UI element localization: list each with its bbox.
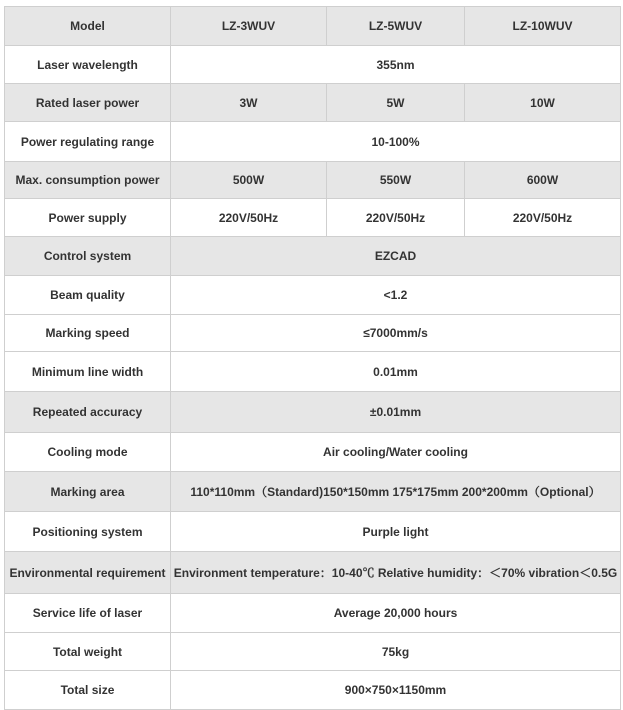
row-value: 10-100%: [171, 122, 621, 162]
table-row: [5, 512, 621, 552]
row-label: Positioning system: [5, 512, 171, 552]
table-row: [5, 315, 621, 352]
row-value: ±0.01mm: [171, 392, 621, 433]
row-value: 600W: [465, 162, 621, 199]
row-label: Marking area: [5, 472, 171, 512]
table-row: [5, 392, 621, 433]
row-value: <1.2: [171, 276, 621, 315]
row-label: Service life of laser: [5, 594, 171, 633]
row-label: Beam quality: [5, 276, 171, 315]
row-value: Air cooling/Water cooling: [171, 433, 621, 472]
table-row: [5, 552, 621, 594]
row-value: 3W: [171, 84, 327, 122]
row-label: Rated laser power: [5, 84, 171, 122]
row-value: 220V/50Hz: [171, 199, 327, 237]
model-cell: LZ-5WUV: [327, 7, 465, 46]
row-value: 0.01mm: [171, 352, 621, 392]
row-value: 10W: [465, 84, 621, 122]
table-row: [5, 162, 621, 199]
row-label: Repeated accuracy: [5, 392, 171, 433]
row-label: Power regulating range: [5, 122, 171, 162]
row-label: Minimum line width: [5, 352, 171, 392]
row-label: Power supply: [5, 199, 171, 237]
table-row: [5, 84, 621, 122]
table-row: [5, 633, 621, 671]
row-label: Total size: [5, 671, 171, 710]
table-row: [5, 472, 621, 512]
row-value: 500W: [171, 162, 327, 199]
spec-table: [4, 6, 621, 710]
table-row: [5, 122, 621, 162]
row-value: 75kg: [171, 633, 621, 671]
row-value: 900×750×1150mm: [171, 671, 621, 710]
row-label: Control system: [5, 237, 171, 276]
model-cell: LZ-10WUV: [465, 7, 621, 46]
row-label: Cooling mode: [5, 433, 171, 472]
row-value: 5W: [327, 84, 465, 122]
row-value: ≤7000mm/s: [171, 315, 621, 352]
row-value: 110*110mm（Standard)150*150mm 175*175mm 200*200mm（Optional）: [171, 472, 621, 512]
table-row: [5, 46, 621, 84]
table-row: [5, 276, 621, 315]
table-row: [5, 352, 621, 392]
row-value: EZCAD: [171, 237, 621, 276]
row-label: Environmental requirement: [5, 552, 171, 594]
row-value: 220V/50Hz: [327, 199, 465, 237]
row-label: Total weight: [5, 633, 171, 671]
row-value: Purple light: [171, 512, 621, 552]
row-value: 220V/50Hz: [465, 199, 621, 237]
row-value: Environment temperature：10-40℃ Relative humidity：＜70% vibration＜0.5G: [171, 552, 621, 594]
table-row: [5, 199, 621, 237]
row-label: Marking speed: [5, 315, 171, 352]
header-label-cell: Model: [5, 7, 171, 46]
row-label: Max. consumption power: [5, 162, 171, 199]
table-row: [5, 594, 621, 633]
table-row: [5, 433, 621, 472]
row-value: Average 20,000 hours: [171, 594, 621, 633]
table-row: [5, 671, 621, 710]
row-value: 550W: [327, 162, 465, 199]
header-row: [5, 7, 621, 46]
model-cell: LZ-3WUV: [171, 7, 327, 46]
row-label: Laser wavelength: [5, 46, 171, 84]
table-row: [5, 237, 621, 276]
row-value: 355nm: [171, 46, 621, 84]
